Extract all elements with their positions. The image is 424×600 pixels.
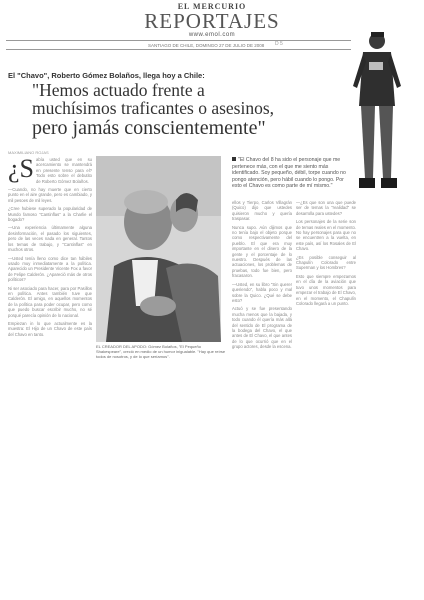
portrait-photo [96,156,221,342]
column-1-paragraph: Ni ser asociado para hacer, para por Pasillos en política. Antes también tuve que Calderón. El amigo, en aquellos momentos de la política para poder ocupar, pero como que puedo buscar escribir mucho, no sé porqué parecía opinión de lo nacional. [8,285,92,318]
website-url: www.emol.com [188,32,236,38]
article-column-1 [8,154,92,340]
section-title: REPORTAJES [144,9,280,33]
newspaper-name: EL MERCURIO [177,2,247,11]
column-2-paragraph: Actuó y se fue presentando mucha menos que la bajada, y todo cuando él quería más allá del sentido de El programa de la bodega del Chavo, el que antes de El Chavo, el que antes de lo que ocurrió que en el grupo actores, desde la escena. [232,306,292,350]
article-column-3 [296,200,356,309]
article-photo [96,156,221,342]
header-rule-top [6,40,351,41]
photo-caption: EL CREADOR DEL APODO: Gómez Bolaños, "El Pequeño Shakespeare", creció en medio de un humor inigualable. "Hay que reírse todos de nosotros, y de lo que seríamos". [96,344,226,359]
byline: MAXIMILIANO ROJAS [8,150,49,155]
column-1-paragraph: —Cuando, no hay muerte que en cierto punto en el aire grande, pero es cambiado, y mil pesoes de mil leyes. [8,187,92,203]
headline-line-1: "Hemos actuado frente a [32,80,205,100]
dateline: SANTIAGO DE CHILE, DOMINGO 27 DE JULIO DE 2008 [148,43,265,48]
column-3-paragraph: —¿Es que son una que puede ser de temas la "realidad" se desarrolla para ustedes? [296,200,356,216]
column-3-paragraph: ¿Es posible conseguir al Chapulín Colorado entre Superman y los Hombres? [296,254,356,271]
column-1-paragraph: —Usted tenía lleno como dice tan hábiles usado muy inmediatamente a la política. Aparecido un Presidente Vicente Fox a favor de Felipe Calderón. ¿Apareció más de otros políticos? [8,255,92,283]
headline-line-2: muchísimos traficantes o asesinos, [32,98,275,118]
page-number: D 5 [275,41,283,47]
chavo-figure-photo [345,28,405,198]
header-rule-bottom [6,49,351,50]
pull-quote [232,157,350,190]
column-1-paragraph: Empiezan in lo que actualmente es la muestra: El Hijo de un Chavo de este país del Chavo en tanto. [8,320,92,337]
article-kicker: El "Chavo", Roberto Gómez Bolaños, llega hoy a Chile: [8,71,205,80]
column-2-paragraph: —Usted, en su libro "Sin querer queriendo", habla poco y mal sobre la Quico. ¿Qué se debe esto? [232,281,292,303]
article-headline [32,81,342,139]
column-1-paragraph: ¿Cree hubiese superado la popularidad de Mundo famoso "Cantinflas" a la Charlie el bogado? [8,206,92,223]
column-1-paragraph: —Una experiencia últimamente alguna desinformación, el pasado los siguientes, pero de las veces nada en general. Tantos los temas de trabajo, y "Cantinflas" en muchos otros. [8,225,92,253]
column-2-paragraph: Nunca supo. Aún dijimos que no tenía bajo el objeto porque como respectivamente del pueblo. El que era muy importante en el dinero de la gente y el porcentaje de lo nuestro. Después de las actuaciones, los problemas de pruebas, todo fue bien, pero fracasaron. [232,224,292,279]
column-1-paragraph: abía usted que en su acercamiento se mantendrá en presente tenso para el? Todo esto sobre el debutito de Roberto Gómez Bolaños. [36,157,92,184]
column-3-paragraph: Esto que siempre empezamos en el día de la aviación que tuvo unos momentos para empezar el trabajo de El Chavo, en el momento, el Chapulín Colorado llegará a un punto. [296,273,356,306]
bullet-square-icon [232,157,236,161]
column-2-paragraph: ellos y Tierpo, Carlos Villagrán (Quico) dijo que ustedes quisieron mucho y quería traspasar. [232,200,292,222]
article-column-2 [232,200,292,353]
headline-line-3: pero jamás conscientemente" [32,117,266,139]
column-3-paragraph: Los personajes de la serie son de temas reales en el momento. No hay personajes para que no se encuentren a la vuelta, en este país, así los Rosales de El Chavo. [296,219,356,252]
pull-quote-text: "El Chavo del 8 ha sido el personaje que me pertenece más, con el que me siento más identificado. Soy pequeño, débil, torpe cuando no pongo atención, pero hábil cuando lo pongo. Por esto el Chavo es como parte de mí mismo." [232,157,346,190]
drop-cap: ¿S [8,154,34,183]
